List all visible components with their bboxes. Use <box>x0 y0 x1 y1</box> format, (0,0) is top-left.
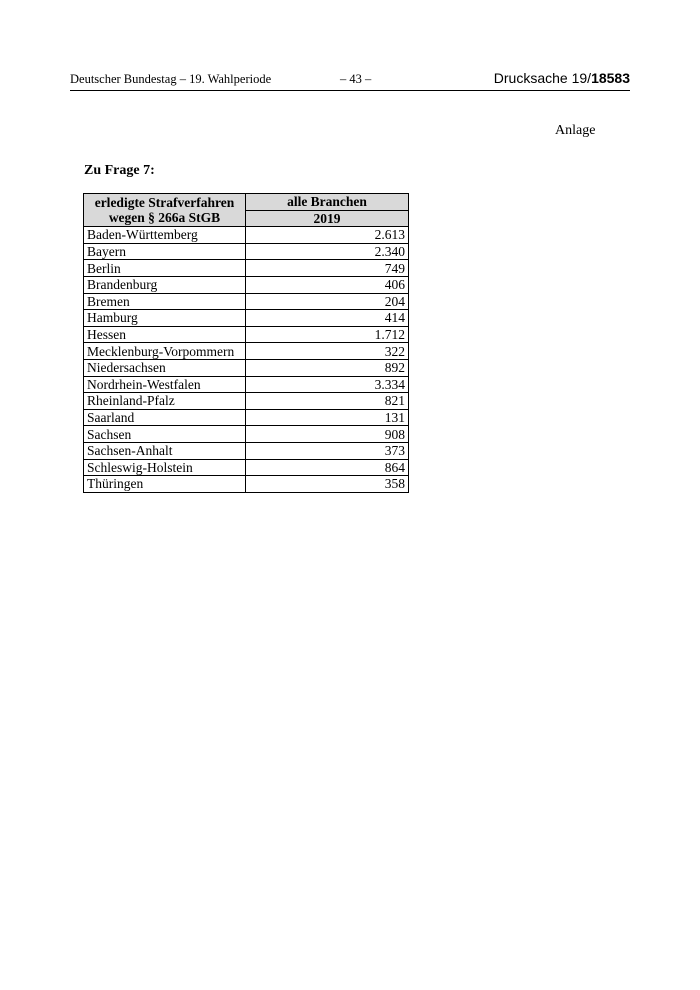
table-body <box>84 227 409 493</box>
state-name-cell: Thüringen <box>84 476 246 493</box>
count-cell: 821 <box>246 393 409 410</box>
count-cell: 749 <box>246 260 409 277</box>
table-row <box>84 326 409 343</box>
table-row <box>84 343 409 360</box>
count-cell: 406 <box>246 276 409 293</box>
header-drucksache-label: Drucksache <box>493 70 572 86</box>
table-row <box>84 409 409 426</box>
count-cell: 2.613 <box>246 227 409 244</box>
count-cell: 414 <box>246 310 409 327</box>
count-cell: 908 <box>246 426 409 443</box>
state-name-cell: Schleswig-Holstein <box>84 459 246 476</box>
count-cell: 373 <box>246 442 409 459</box>
state-name-cell: Sachsen <box>84 426 246 443</box>
column-header-branches: alle Branchen <box>246 194 409 211</box>
count-cell: 864 <box>246 459 409 476</box>
state-name-cell: Saarland <box>84 409 246 426</box>
count-cell: 322 <box>246 343 409 360</box>
table-row <box>84 310 409 327</box>
state-name-cell: Niedersachsen <box>84 359 246 376</box>
count-cell: 131 <box>246 409 409 426</box>
row-header-line-2: wegen § 266a StGB <box>108 210 221 226</box>
header-publication: Deutscher Bundestag – 19. Wahlperiode <box>70 72 272 86</box>
table-row <box>84 459 409 476</box>
count-cell: 892 <box>246 359 409 376</box>
state-name-cell: Brandenburg <box>84 276 246 293</box>
header-drucksache <box>494 70 630 86</box>
state-name-cell: Nordrhein-Westfalen <box>84 376 246 393</box>
state-name-cell: Rheinland-Pfalz <box>84 393 246 410</box>
table-row <box>84 426 409 443</box>
column-header-year: 2019 <box>246 210 409 227</box>
state-name-cell: Sachsen-Anhalt <box>84 442 246 459</box>
row-header-line-1: erledigte Strafverfahren <box>94 195 235 211</box>
table-row <box>84 260 409 277</box>
count-cell: 2.340 <box>246 243 409 260</box>
table-row <box>84 243 409 260</box>
table-row <box>84 359 409 376</box>
header-page-number: – 43 – <box>340 72 372 86</box>
table-row <box>84 476 409 493</box>
count-cell: 1.712 <box>246 326 409 343</box>
state-name-cell: Baden-Württemberg <box>84 227 246 244</box>
header-drucksache-number: 18583 <box>591 70 630 86</box>
state-name-cell: Bremen <box>84 293 246 310</box>
table-row <box>84 442 409 459</box>
table-row <box>84 393 409 410</box>
table-row <box>84 293 409 310</box>
count-cell: 204 <box>246 293 409 310</box>
count-cell: 3.334 <box>246 376 409 393</box>
state-name-cell: Hessen <box>84 326 246 343</box>
row-header-cell <box>84 194 246 227</box>
header-drucksache-prefix: 19/ <box>571 70 592 86</box>
table-row <box>84 227 409 244</box>
table-row <box>84 276 409 293</box>
state-name-cell: Hamburg <box>84 310 246 327</box>
state-name-cell: Mecklenburg-Vorpommern <box>84 343 246 360</box>
state-name-cell: Bayern <box>84 243 246 260</box>
anlage-label: Anlage <box>555 123 596 138</box>
state-name-cell: Berlin <box>84 260 246 277</box>
table-row <box>84 376 409 393</box>
page-header <box>70 70 630 91</box>
count-cell: 358 <box>246 476 409 493</box>
section-title: Zu Frage 7: <box>84 163 155 178</box>
data-table <box>83 193 409 493</box>
